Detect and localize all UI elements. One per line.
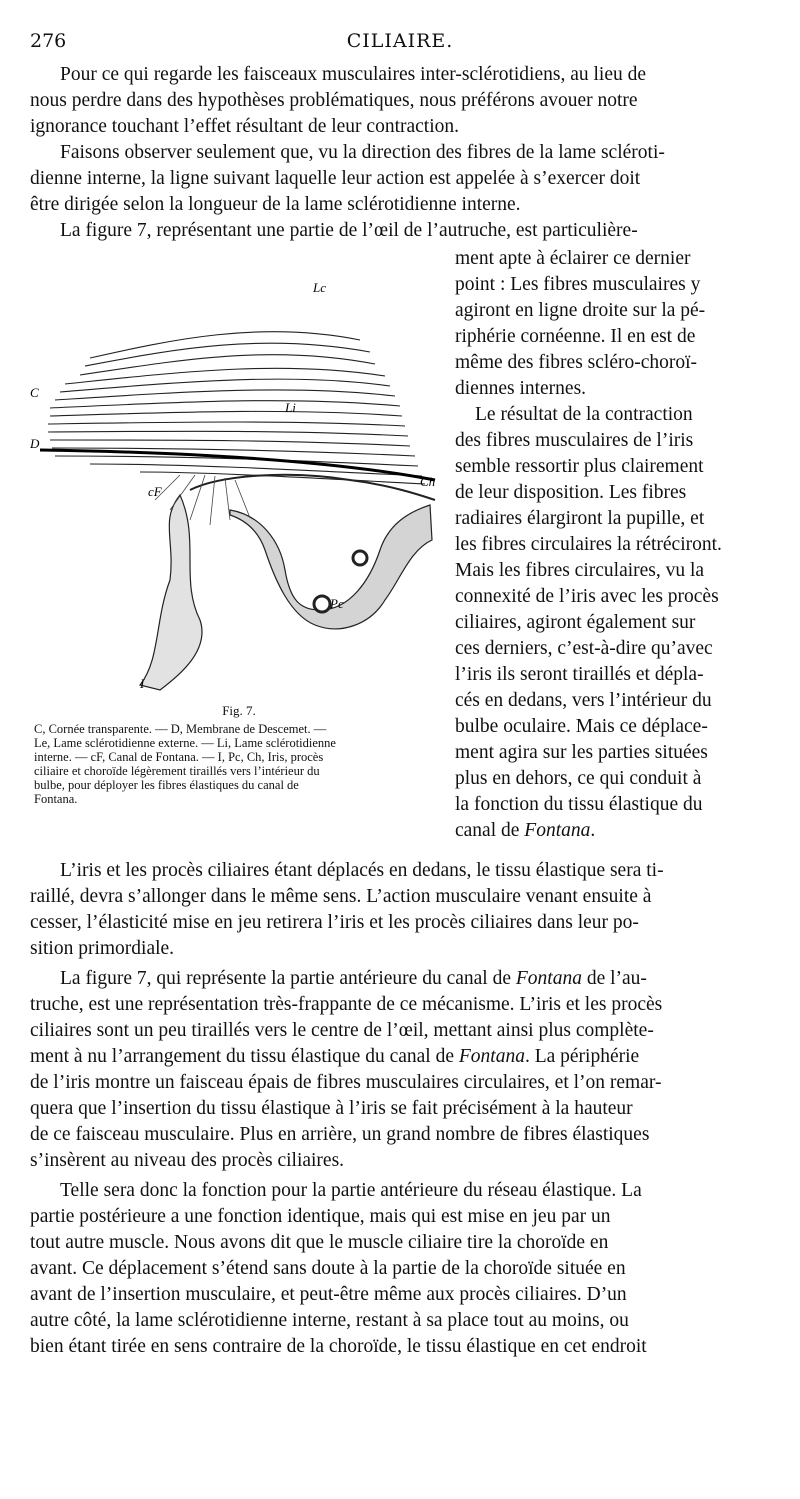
side-line: ment apte à éclairer ce dernier	[455, 248, 691, 269]
side-line: cés en dedans, vers l’intérieur du	[455, 690, 712, 711]
caption-line: Le, Lame sclérotidienne externe. — Li, Lame sclérotidienne	[34, 736, 336, 750]
side-line: connexité de l’iris avec les procès	[455, 586, 719, 607]
side-line: riphérie cornéenne. Il en est de	[455, 326, 696, 347]
side-line: point : Les fibres musculaires y	[455, 274, 701, 295]
side-line: Le résultat de la contraction	[475, 404, 693, 425]
label-i: I	[140, 676, 145, 691]
running-title: CILIAIRE.	[346, 30, 454, 52]
side-line: canal de Fontana.	[455, 820, 596, 841]
caption-line: Fontana.	[34, 792, 78, 806]
label-lc: Lc	[313, 280, 326, 295]
side-line: l’iris ils seront tiraillés et dépla-	[455, 664, 704, 685]
body-line: sition primordiale.	[30, 938, 175, 959]
side-line: des fibres musculaires de l’iris	[455, 430, 694, 451]
body-line: être dirigée selon la longueur de la lame sclérotidienne interne.	[30, 194, 521, 215]
figure-caption-title: Fig. 7.	[222, 703, 256, 718]
side-line: bulbe oculaire. Mais ce déplace-	[455, 716, 708, 737]
side-line: semble ressortir plus clairement	[455, 456, 704, 477]
side-line: radiaires élargiront la pupille, et	[455, 508, 705, 529]
side-line: les fibres circulaires la rétréciront.	[455, 534, 722, 555]
iris-body	[140, 495, 202, 690]
body-line: autre côté, la lame sclérotidienne interne, restant à sa place tout au moins, ou	[30, 1310, 629, 1331]
body-line: bien étant tirée en sens contraire de la choroïde, le tissu élastique en cet endroit	[30, 1336, 647, 1357]
side-line: Mais les fibres circulaires, vu la	[455, 560, 705, 581]
body-line: L’iris et les procès ciliaires étant déplacés en dedans, le tissu élastique sera ti-	[60, 860, 664, 881]
body-line: cesser, l’élasticité mise en jeu retirera l’iris et les procès ciliaires dans leur po-	[30, 912, 639, 933]
label-d: D	[30, 436, 40, 451]
side-line: ces derniers, c’est-à-dire qu’avec	[455, 638, 713, 659]
body-line: avant. Ce déplacement s’étend sans doute à la partie de la choroïde située en	[30, 1258, 626, 1279]
body-line: ciliaires sont un peu tiraillés vers le centre de l’œil, mettant ainsi plus complète-	[30, 1020, 654, 1041]
page-number: 276	[30, 30, 67, 52]
body-line: s’insèrent au niveau des procès ciliaires.	[30, 1150, 345, 1171]
body-line: dienne interne, la ligne suivant laquelle leur action est appelée à s’exercer doit	[30, 168, 641, 189]
side-line: même des fibres scléro-choroï-	[455, 352, 698, 373]
body-line: La figure 7, représentant une partie de l’œil de l’autruche, est particulière-	[60, 220, 638, 241]
caption-line: bulbe, pour déployer les fibres élastiques du canal de	[34, 778, 299, 792]
body-line: partie postérieure a une fonction identique, mais qui est mise en jeu par un	[30, 1206, 611, 1227]
label-ch: Ch	[420, 474, 436, 489]
side-line: plus en dehors, ce qui conduit à	[455, 768, 702, 789]
body-line: La figure 7, qui représente la partie antérieure du canal de Fontana de l’au-	[60, 968, 647, 989]
eye-section-illustration	[30, 280, 448, 700]
label-li: Li	[285, 400, 296, 415]
body-line: nous perdre dans des hypothèses problématiques, nous préférons avouer notre	[30, 90, 638, 111]
body-line: raillé, devra s’allonger dans le même sens. L’action musculaire venant ensuite à	[30, 886, 652, 907]
label-pc: Pc	[330, 596, 344, 611]
body-line: de l’iris montre un faisceau épais de fibres musculaires circulaires, et l’on remar-	[30, 1072, 662, 1093]
body-line: ment à nu l’arrangement du tissu élastique du canal de Fontana. La périphérie	[30, 1046, 640, 1067]
label-c: C	[30, 385, 39, 400]
side-line: agiront en ligne droite sur la pé-	[455, 300, 706, 321]
side-line: diennes internes.	[455, 378, 587, 399]
body-line: Telle sera donc la fonction pour la partie antérieure du réseau élastique. La	[60, 1180, 642, 1201]
page-header	[30, 30, 770, 56]
caption-line: C, Cornée transparente. — D, Membrane de Descemet. —	[34, 722, 327, 736]
body-line: de ce faisceau musculaire. Plus en arrière, un grand nombre de fibres élastiques	[30, 1124, 650, 1145]
body-line: tout autre muscle. Nous avons dit que le muscle ciliaire tire la choroïde en	[30, 1232, 609, 1253]
side-line: ciliaires, agiront également sur	[455, 612, 696, 633]
label-cf: cF	[148, 484, 162, 499]
caption-line: ciliaire et choroïde légèrement tiraillés vers l’intérieur du	[34, 764, 320, 778]
body-line: quera que l’insertion du tissu élastique à l’iris se fait précisément à la hauteur	[30, 1098, 633, 1119]
caption-line: interne. — cF, Canal de Fontana. — I, Pc, Ch, Iris, procès	[34, 750, 324, 764]
lamellae-strokes	[48, 332, 425, 484]
side-line: ment agira sur les parties situées	[455, 742, 708, 763]
body-line: ignorance touchant l’effet résultant de leur contraction.	[30, 116, 459, 137]
body-line: Faisons observer seulement que, vu la direction des fibres de la lame scléroti-	[60, 142, 665, 163]
anatomical-figure	[30, 280, 448, 700]
body-line: truche, est une représentation très-frappante de ce mécanisme. L’iris et les procès	[30, 994, 663, 1015]
body-line: avant de l’insertion musculaire, et peut-être même aux procès ciliaires. D’un	[30, 1284, 627, 1305]
body-line: Pour ce qui regarde les faisceaux musculaires inter-sclérotidiens, au lieu de	[60, 64, 647, 85]
side-line: la fonction du tissu élastique du	[455, 794, 703, 815]
side-line: de leur disposition. Les fibres	[455, 482, 687, 503]
